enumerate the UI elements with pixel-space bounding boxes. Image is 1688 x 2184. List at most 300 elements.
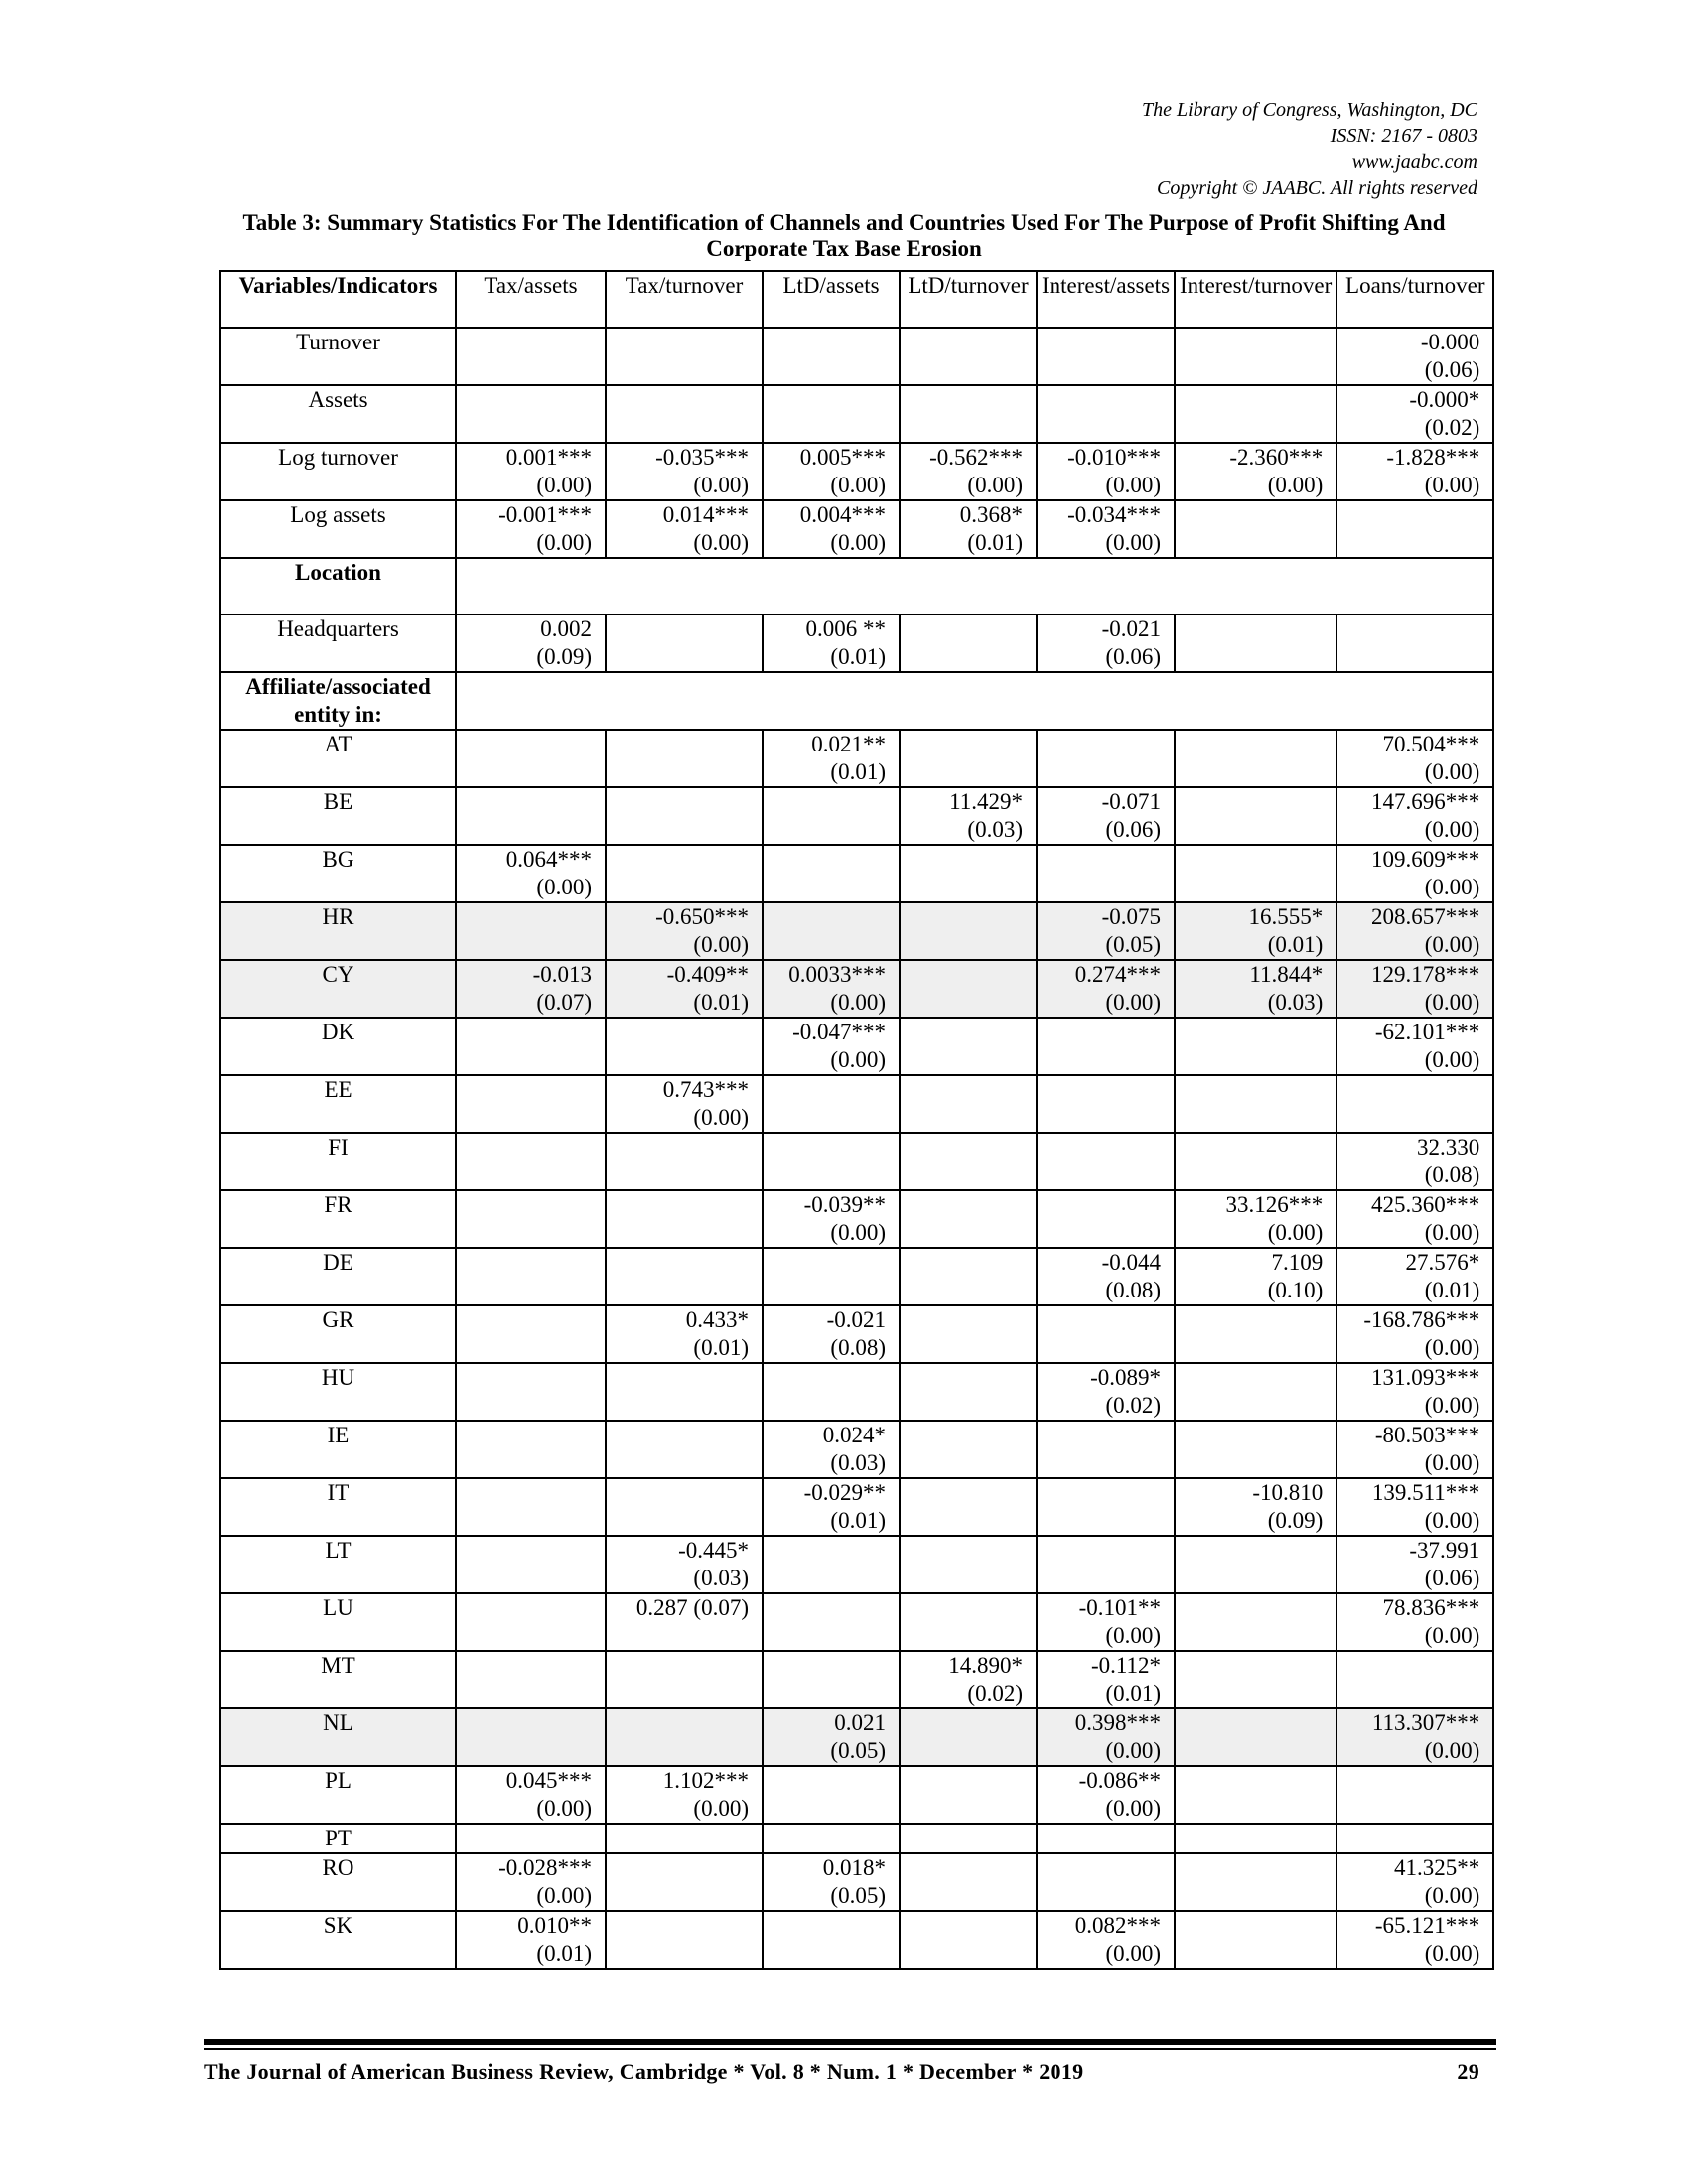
coefficient-value: 14.890* (948, 1653, 1023, 1678)
row-label: BG (220, 845, 456, 902)
table-cell (763, 328, 900, 385)
p-value: (0.00) (1424, 759, 1480, 784)
table-cell (1037, 960, 1175, 1018)
table-cell (763, 1824, 900, 1853)
table-cell (1037, 1766, 1175, 1824)
table-body (220, 328, 1493, 1969)
table-cell (763, 500, 900, 558)
table-cell (1037, 1363, 1175, 1421)
coefficient-value: 0.045*** (505, 1768, 592, 1793)
table-row (220, 614, 1493, 672)
table-cell (606, 443, 763, 500)
coefficient-value: 0.021 (834, 1710, 886, 1735)
row-label: GR (220, 1305, 456, 1363)
p-value: (0.00) (1105, 1796, 1162, 1821)
coefficient-value: 1.102*** (662, 1768, 749, 1793)
table-cell (763, 1536, 900, 1593)
table-cell (1037, 1421, 1175, 1478)
table-cell (900, 1593, 1037, 1651)
table-cell (1336, 1853, 1493, 1911)
table-cell (456, 1593, 606, 1651)
table-cell (456, 1305, 606, 1363)
p-value: (0.00) (1424, 817, 1480, 842)
row-label: FI (220, 1133, 456, 1190)
table-cell (763, 1018, 900, 1075)
table-cell (900, 1363, 1037, 1421)
coefficient-value: -0.075 (1101, 904, 1162, 929)
table-cell (606, 730, 763, 787)
table-cell (1336, 1766, 1493, 1824)
p-value: (0.06) (1105, 817, 1162, 842)
p-value: (0.00) (536, 875, 592, 899)
row-label: Turnover (220, 328, 456, 385)
p-value: (0.00) (1105, 1623, 1162, 1648)
table-cell (1037, 902, 1175, 960)
coefficient-value: -0.000 (1420, 330, 1480, 354)
coefficient-value: 70.504*** (1382, 732, 1480, 756)
table-cell (456, 1853, 606, 1911)
table-cell (1175, 1536, 1336, 1593)
table-row (220, 1075, 1493, 1133)
coefficient-value: 32.330 (1417, 1135, 1480, 1160)
coefficient-value: -0.445* (678, 1538, 749, 1563)
table-cell (900, 1766, 1037, 1824)
table-cell (1175, 1593, 1336, 1651)
p-value: (0.06) (1424, 1566, 1480, 1590)
coefficient-value: 0.006 ** (805, 616, 886, 641)
table-cell (763, 1911, 900, 1969)
coefficient-value: -0.047*** (792, 1020, 886, 1044)
table-cell (1336, 1363, 1493, 1421)
coefficient-value: 0.287 (0.07) (635, 1595, 749, 1620)
p-value: (0.01) (830, 759, 886, 784)
table-cell (1037, 1190, 1175, 1248)
row-label: PL (220, 1766, 456, 1824)
table-cell (456, 1018, 606, 1075)
row-label: EE (220, 1075, 456, 1133)
table-cell (1175, 1651, 1336, 1708)
table-cell (1037, 1911, 1175, 1969)
table-cell (1336, 1190, 1493, 1248)
table-cell (1175, 1824, 1336, 1853)
table-cell (606, 500, 763, 558)
row-label: DK (220, 1018, 456, 1075)
p-value: (0.00) (1424, 1883, 1480, 1908)
row-label: AT (220, 730, 456, 787)
coefficient-value: 0.001*** (505, 445, 592, 470)
p-value: (0.01) (830, 644, 886, 669)
footer-rule (204, 2039, 1496, 2050)
table-cell (606, 1853, 763, 1911)
section-label: Affiliate/associated entity in: (220, 672, 456, 730)
table-cell (1175, 328, 1336, 385)
p-value: (0.03) (693, 1566, 749, 1590)
table-header-row (220, 271, 1493, 328)
table-cell (1175, 1766, 1336, 1824)
p-value: (0.01) (693, 1335, 749, 1360)
row-label: NL (220, 1708, 456, 1766)
table-cell (606, 328, 763, 385)
table-cell (900, 1651, 1037, 1708)
p-value: (0.00) (693, 932, 749, 957)
p-value: (0.00) (536, 530, 592, 555)
table-cell (900, 1853, 1037, 1911)
table-cell (1175, 902, 1336, 960)
p-value: (0.00) (1424, 1335, 1480, 1360)
table-cell (900, 902, 1037, 960)
table-cell (1175, 1421, 1336, 1478)
page-number: 29 (1457, 2059, 1479, 2084)
p-value: (0.00) (536, 1796, 592, 1821)
table-cell (763, 960, 900, 1018)
table-cell (1336, 328, 1493, 385)
coefficient-value: 139.511*** (1371, 1480, 1480, 1505)
p-value: (0.00) (1105, 990, 1162, 1015)
coefficient-value: 33.126*** (1225, 1192, 1324, 1217)
coefficient-value: 7.109 (1271, 1250, 1324, 1275)
p-value: (0.01) (693, 990, 749, 1015)
row-label: Headquarters (220, 614, 456, 672)
section-spacer (456, 558, 1493, 614)
row-label: HR (220, 902, 456, 960)
table-cell (456, 1766, 606, 1824)
table-cell (763, 385, 900, 443)
table-cell (1336, 1478, 1493, 1536)
coefficient-value: 0.743*** (662, 1077, 749, 1102)
table-cell (900, 845, 1037, 902)
table-cell (606, 1824, 763, 1853)
row-label: IE (220, 1421, 456, 1478)
table-row (220, 845, 1493, 902)
table-cell (606, 960, 763, 1018)
row-label: Assets (220, 385, 456, 443)
p-value: (0.07) (536, 990, 592, 1015)
table-cell (1336, 902, 1493, 960)
p-value: (0.01) (830, 1508, 886, 1533)
table-row (220, 500, 1493, 558)
table-cell (1336, 1824, 1493, 1853)
p-value: (0.00) (830, 1220, 886, 1245)
coefficient-value: 0.0033*** (788, 962, 886, 987)
table-cell (606, 614, 763, 672)
table-cell (1336, 385, 1493, 443)
table-cell (456, 1651, 606, 1708)
table-cell (606, 1478, 763, 1536)
row-label: LU (220, 1593, 456, 1651)
table-row (220, 960, 1493, 1018)
table-cell (606, 845, 763, 902)
coefficient-value: 0.082*** (1074, 1913, 1162, 1938)
table-cell (1037, 1248, 1175, 1305)
row-label: BE (220, 787, 456, 845)
table-cell (1336, 1075, 1493, 1133)
table-cell (900, 1421, 1037, 1478)
coefficient-value: -0.035*** (655, 445, 749, 470)
column-header: Interest/turnover (1175, 271, 1336, 328)
coefficient-value: -0.029** (803, 1480, 886, 1505)
row-label: DE (220, 1248, 456, 1305)
coefficient-value: 0.005*** (799, 445, 886, 470)
table-row (220, 1911, 1493, 1969)
p-value: (0.02) (1424, 415, 1480, 440)
table-cell (1175, 1075, 1336, 1133)
row-label: Log assets (220, 500, 456, 558)
table-cell (763, 1075, 900, 1133)
p-value: (0.00) (1105, 1738, 1162, 1763)
table-row (220, 730, 1493, 787)
table-cell (1037, 845, 1175, 902)
row-label: PT (220, 1824, 456, 1853)
table-cell (763, 1421, 900, 1478)
p-value: (0.00) (830, 1047, 886, 1072)
coefficient-value: -0.071 (1101, 789, 1162, 814)
p-value: (0.00) (1424, 1941, 1480, 1966)
table-row (220, 1421, 1493, 1478)
column-header: LtD/turnover (900, 271, 1037, 328)
table-cell (900, 1190, 1037, 1248)
p-value: (0.00) (830, 530, 886, 555)
p-value: (0.03) (830, 1450, 886, 1475)
header-line-library: The Library of Congress, Washington, DC (1141, 99, 1477, 121)
table-cell (1175, 1708, 1336, 1766)
table-row (220, 1593, 1493, 1651)
table-cell (456, 1478, 606, 1536)
table-cell (900, 1075, 1037, 1133)
coefficient-value: 0.064*** (505, 847, 592, 872)
row-label: SK (220, 1911, 456, 1969)
table-cell (606, 1248, 763, 1305)
coefficient-value: 0.010** (517, 1913, 592, 1938)
table-cell (1175, 1478, 1336, 1536)
coefficient-value: -1.828*** (1386, 445, 1480, 470)
p-value: (0.00) (1267, 1220, 1324, 1245)
page-footer (204, 2059, 1479, 2085)
table-cell (1336, 1018, 1493, 1075)
p-value: (0.00) (1105, 530, 1162, 555)
table-cell (900, 1305, 1037, 1363)
table-row (220, 1766, 1493, 1824)
table-cell (900, 443, 1037, 500)
table-cell (606, 1363, 763, 1421)
table-cell (1037, 730, 1175, 787)
table-cell (606, 1421, 763, 1478)
table-row (220, 1248, 1493, 1305)
p-value: (0.02) (1105, 1393, 1162, 1418)
table-cell (1175, 385, 1336, 443)
column-header: LtD/assets (763, 271, 900, 328)
table-cell (1175, 443, 1336, 500)
table-cell (900, 1708, 1037, 1766)
p-value: (0.00) (536, 1883, 592, 1908)
table-cell (1037, 1708, 1175, 1766)
header-line-issn: ISSN: 2167 - 0803 (1330, 125, 1477, 147)
table-cell (900, 1248, 1037, 1305)
row-label: LT (220, 1536, 456, 1593)
table-cell (1175, 1133, 1336, 1190)
table-cell (1336, 614, 1493, 672)
p-value: (0.00) (693, 1796, 749, 1821)
coefficient-value: -2.360*** (1229, 445, 1324, 470)
table-cell (1175, 1305, 1336, 1363)
p-value: (0.00) (693, 473, 749, 497)
table-cell (763, 1478, 900, 1536)
table-section-row (220, 558, 1493, 614)
table-cell (1037, 1305, 1175, 1363)
coefficient-value: -62.101*** (1374, 1020, 1480, 1044)
coefficient-value: -0.010*** (1067, 445, 1162, 470)
table-cell (1336, 1708, 1493, 1766)
p-value: (0.00) (1424, 1450, 1480, 1475)
table-cell (456, 902, 606, 960)
table-cell (763, 1363, 900, 1421)
table-cell (606, 1911, 763, 1969)
coefficient-value: 0.433* (685, 1307, 749, 1332)
table-cell (1175, 500, 1336, 558)
table-row (220, 1133, 1493, 1190)
p-value: (0.08) (1105, 1278, 1162, 1302)
table-row (220, 1853, 1493, 1911)
table-cell (763, 845, 900, 902)
coefficient-value: -0.562*** (929, 445, 1023, 470)
coefficient-value: 0.002 (540, 616, 592, 641)
p-value: (0.05) (1105, 932, 1162, 957)
p-value: (0.01) (1424, 1278, 1480, 1302)
coefficient-value: -0.021 (826, 1307, 886, 1332)
table-row (220, 1478, 1493, 1536)
p-value: (0.09) (536, 644, 592, 669)
p-value: (0.01) (1267, 932, 1324, 957)
table-cell (1336, 1133, 1493, 1190)
header-line-copyright: Copyright © JAABC. All rights reserved (1157, 177, 1477, 199)
table-cell (1037, 1018, 1175, 1075)
table-row (220, 385, 1493, 443)
table-cell (1336, 787, 1493, 845)
coefficient-value: -37.991 (1409, 1538, 1480, 1563)
coefficient-value: 0.368* (959, 502, 1023, 527)
coefficient-value: 41.325** (1394, 1855, 1480, 1880)
section-spacer (456, 672, 1493, 730)
table-cell (606, 1708, 763, 1766)
table-cell (1175, 1018, 1336, 1075)
table-cell (1175, 614, 1336, 672)
table-cell (1037, 1824, 1175, 1853)
table-cell (1037, 1478, 1175, 1536)
p-value: (0.00) (1267, 473, 1324, 497)
column-header: Interest/assets (1037, 271, 1175, 328)
p-value: (0.08) (1424, 1162, 1480, 1187)
coefficient-value: -0.013 (532, 962, 592, 987)
table-row (220, 787, 1493, 845)
table-cell (1336, 960, 1493, 1018)
coefficient-value: 129.178*** (1371, 962, 1480, 987)
p-value: (0.00) (1424, 1047, 1480, 1072)
table-cell (606, 1593, 763, 1651)
p-value: (0.05) (830, 1738, 886, 1763)
table-cell (763, 730, 900, 787)
row-label: HU (220, 1363, 456, 1421)
table-cell (763, 1651, 900, 1708)
table-cell (763, 1305, 900, 1363)
p-value: (0.00) (1424, 932, 1480, 957)
table-row (220, 1708, 1493, 1766)
table-cell (1037, 328, 1175, 385)
coefficient-value: -0.034*** (1067, 502, 1162, 527)
coefficient-value: 0.024* (822, 1423, 886, 1447)
p-value: (0.00) (1424, 1508, 1480, 1533)
table-row (220, 1363, 1493, 1421)
p-value: (0.00) (1424, 990, 1480, 1015)
coefficient-value: 11.844* (1249, 962, 1324, 987)
p-value: (0.06) (1105, 644, 1162, 669)
coefficient-value: -10.810 (1252, 1480, 1324, 1505)
table-cell (763, 1766, 900, 1824)
table-cell (1175, 1853, 1336, 1911)
table-cell (900, 500, 1037, 558)
table-cell (900, 1478, 1037, 1536)
table-cell (1336, 1305, 1493, 1363)
table-cell (456, 730, 606, 787)
table-cell (1037, 1536, 1175, 1593)
journal-header (1142, 97, 1477, 201)
table-cell (456, 1133, 606, 1190)
p-value: (0.06) (1424, 357, 1480, 382)
table-cell (1037, 1075, 1175, 1133)
table-cell (606, 1018, 763, 1075)
p-value: (0.05) (830, 1883, 886, 1908)
summary-statistics-table (219, 270, 1494, 1970)
coefficient-value: -0.044 (1101, 1250, 1162, 1275)
p-value: (0.01) (1105, 1681, 1162, 1706)
p-value: (0.00) (1105, 473, 1162, 497)
table-cell (456, 1363, 606, 1421)
table-cell (1037, 443, 1175, 500)
table-cell (606, 1133, 763, 1190)
table-cell (763, 1708, 900, 1766)
table-cell (1336, 500, 1493, 558)
table-cell (456, 1248, 606, 1305)
table-cell (900, 1824, 1037, 1853)
table-cell (763, 1593, 900, 1651)
table-cell (456, 1536, 606, 1593)
table-cell (763, 443, 900, 500)
table-cell (606, 1766, 763, 1824)
section-label: Location (220, 558, 456, 614)
coefficient-value: -0.409** (666, 962, 749, 987)
table-cell (456, 1911, 606, 1969)
table-cell (1175, 787, 1336, 845)
coefficient-value: -168.786*** (1363, 1307, 1480, 1332)
table-cell (456, 1075, 606, 1133)
coefficient-value: 0.274*** (1074, 962, 1162, 987)
table-cell (900, 787, 1037, 845)
table-cell (606, 1651, 763, 1708)
table-cell (1336, 1248, 1493, 1305)
p-value: (0.03) (1267, 990, 1324, 1015)
table-cell (900, 730, 1037, 787)
p-value: (0.08) (830, 1335, 886, 1360)
p-value: (0.03) (967, 817, 1023, 842)
table-cell (1336, 1911, 1493, 1969)
table-cell (456, 1421, 606, 1478)
table-cell (606, 385, 763, 443)
table-cell (1037, 1651, 1175, 1708)
table-cell (1037, 787, 1175, 845)
p-value: (0.00) (693, 530, 749, 555)
table-cell (606, 1190, 763, 1248)
p-value: (0.00) (693, 1105, 749, 1130)
table-row (220, 1536, 1493, 1593)
table-cell (900, 1018, 1037, 1075)
